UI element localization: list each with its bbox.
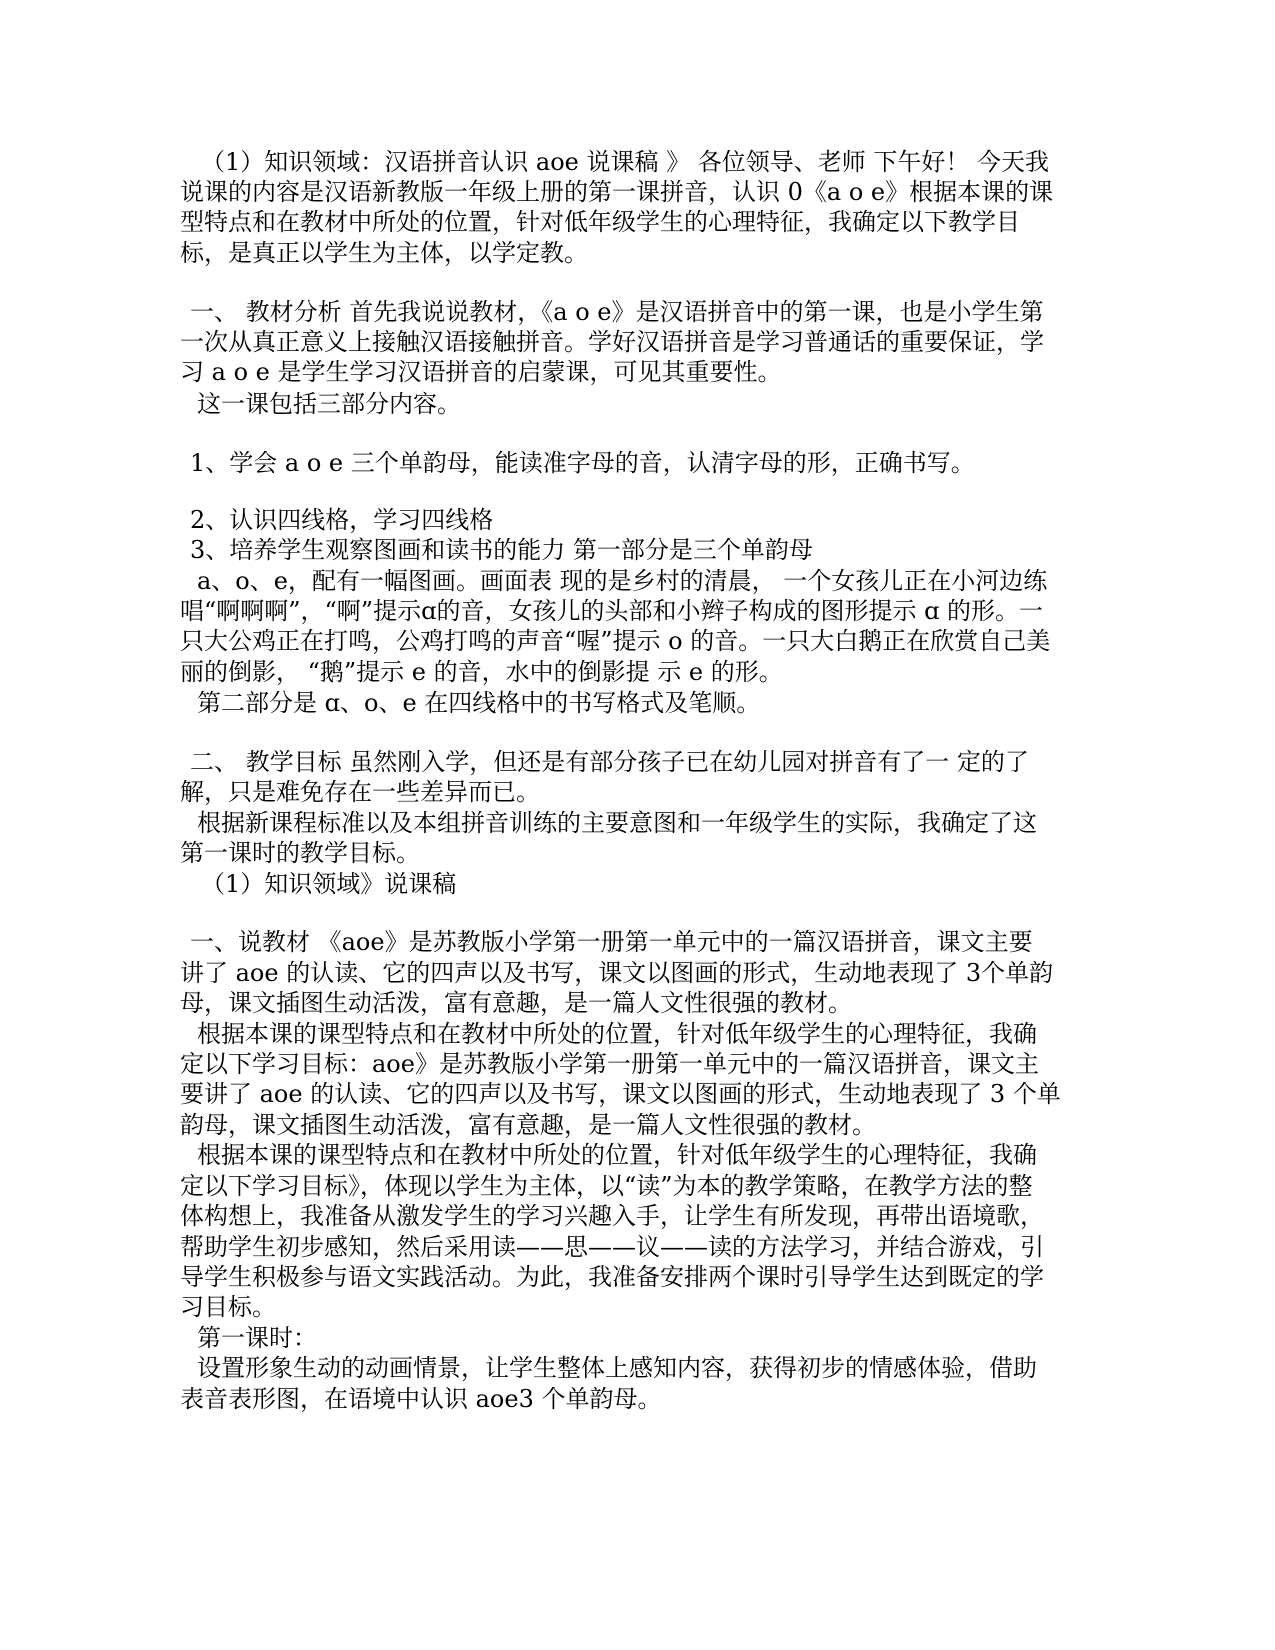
text-line: 第一课时的教学目标。 xyxy=(180,839,420,867)
text-line: 定以下学习目标》，体现以学生为主体，以“读”为本的教学策略，在教学方法的整 xyxy=(180,1172,1033,1200)
text-line: 标，是真正以学生为主体，以学定教。 xyxy=(180,239,588,267)
text-line: 1、学会 a o e 三个单韵母，能读准字母的音，认清字母的形，正确书写。 xyxy=(190,449,975,477)
text-line: 要讲了 aoe 的认读、它的四声以及书写，课文以图画的形式，生动地表现了 3 个单 xyxy=(180,1080,1061,1108)
text-line: 丽的倒影， “鹅”提示 e 的音，水中的倒影提 示 e 的形。 xyxy=(180,658,783,686)
text-line: 母，课文插图生动活泼，富有意趣，是一篇人文性很强的教材。 xyxy=(180,989,852,1017)
text-line: 一、 教材分析 首先我说说教材，《a o e》是汉语拼音中的第一课，也是小学生第 xyxy=(190,298,1044,326)
text-line: 习目标。 xyxy=(180,1293,276,1321)
text-line: 设置形象生动的动画情景，让学生整体上感知内容，获得初步的情感体验，借助 xyxy=(197,1354,1037,1382)
text-line: 解，只是难免存在一些差异而已。 xyxy=(180,778,540,806)
text-line: 定以下学习目标：aoe》是苏教版小学第一册第一单元中的一篇汉语拼音，课文主 xyxy=(180,1050,1039,1078)
text-line: （1）知识领域：汉语拼音认识 aoe 说课稿 》 各位领导、老师 下午好！ 今天我 xyxy=(201,148,1050,176)
text-line: 第一课时： xyxy=(197,1324,317,1352)
text-line: 讲了 aoe 的认读、它的四声以及书写，课文以图画的形式，生动地表现了 3个单韵 xyxy=(180,959,1054,987)
text-line: 根据新课程标准以及本组拼音训练的主要意图和一年级学生的实际，我确定了这 xyxy=(197,809,1037,837)
text-line: 一次从真正意义上接触汉语接触拼音。学好汉语拼音是学习普通话的重要保证，学 xyxy=(180,328,1044,356)
text-line: 韵母，课文插图生动活泼，富有意趣，是一篇人文性很强的教材。 xyxy=(180,1111,876,1139)
text-line: 根据本课的课型特点和在教材中所处的位置，针对低年级学生的心理特征，我确 xyxy=(197,1020,1037,1048)
text-line: 只大公鸡正在打鸣，公鸡打鸣的声音“喔”提示 o 的音。一只大白鹅正在欣赏自己美 xyxy=(180,627,1051,655)
text-line: 表音表形图，在语境中认识 aoe3 个单韵母。 xyxy=(180,1385,662,1413)
text-line: 说课的内容是汉语新教版一年级上册的第一课拼音，认识 0《a o e》根据本课的课 xyxy=(180,178,1054,206)
text-line: 3、培养学生观察图画和读书的能力 第一部分是三个单韵母 xyxy=(190,536,813,564)
text-line: a、o、e，配有一幅图画。画面表 现的是乡村的清晨， 一个女孩儿正在小河边练 xyxy=(197,567,1048,595)
text-line: 体构想上，我准备从激发学生的学习兴趣入手，让学生有所发现，再带出语境歌， xyxy=(180,1202,1044,1230)
text-line: 二、 教学目标 虽然刚入学，但还是有部分孩子已在幼儿园对拼音有了一 定的了 xyxy=(190,748,1029,776)
text-line: 导学生积极参与语文实践活动。为此，我准备安排两个课时引导学生达到既定的学 xyxy=(180,1263,1044,1291)
text-line: 唱“啊啊啊”，“啊”提示ɑ的音，女孩儿的头部和小辫子构成的图形提示 ɑ 的形。一 xyxy=(180,597,1044,625)
text-line: 型特点和在教材中所处的位置，针对低年级学生的心理特征，我确定以下教学目 xyxy=(180,208,1020,236)
text-line: 根据本课的课型特点和在教材中所处的位置，针对低年级学生的心理特征，我确 xyxy=(197,1141,1037,1169)
text-line: 2、认识四线格，学习四线格 xyxy=(190,506,494,534)
text-line: （1）知识领域》说课稿 xyxy=(201,870,457,898)
text-line: 这一课包括三部分内容。 xyxy=(197,390,461,418)
text-line: 第二部分是 ɑ、o、e 在四线格中的书写格式及笔顺。 xyxy=(197,689,761,717)
text-line: 习 a o e 是学生学习汉语拼音的启蒙课，可见其重要性。 xyxy=(180,358,782,386)
text-line: 一、说教材 《aoe》是苏教版小学第一册第一单元中的一篇汉语拼音，课文主要 xyxy=(190,928,1033,956)
text-line: 帮助学生初步感知，然后采用读——思——议——读的方法学习，并结合游戏，引 xyxy=(180,1233,1044,1261)
